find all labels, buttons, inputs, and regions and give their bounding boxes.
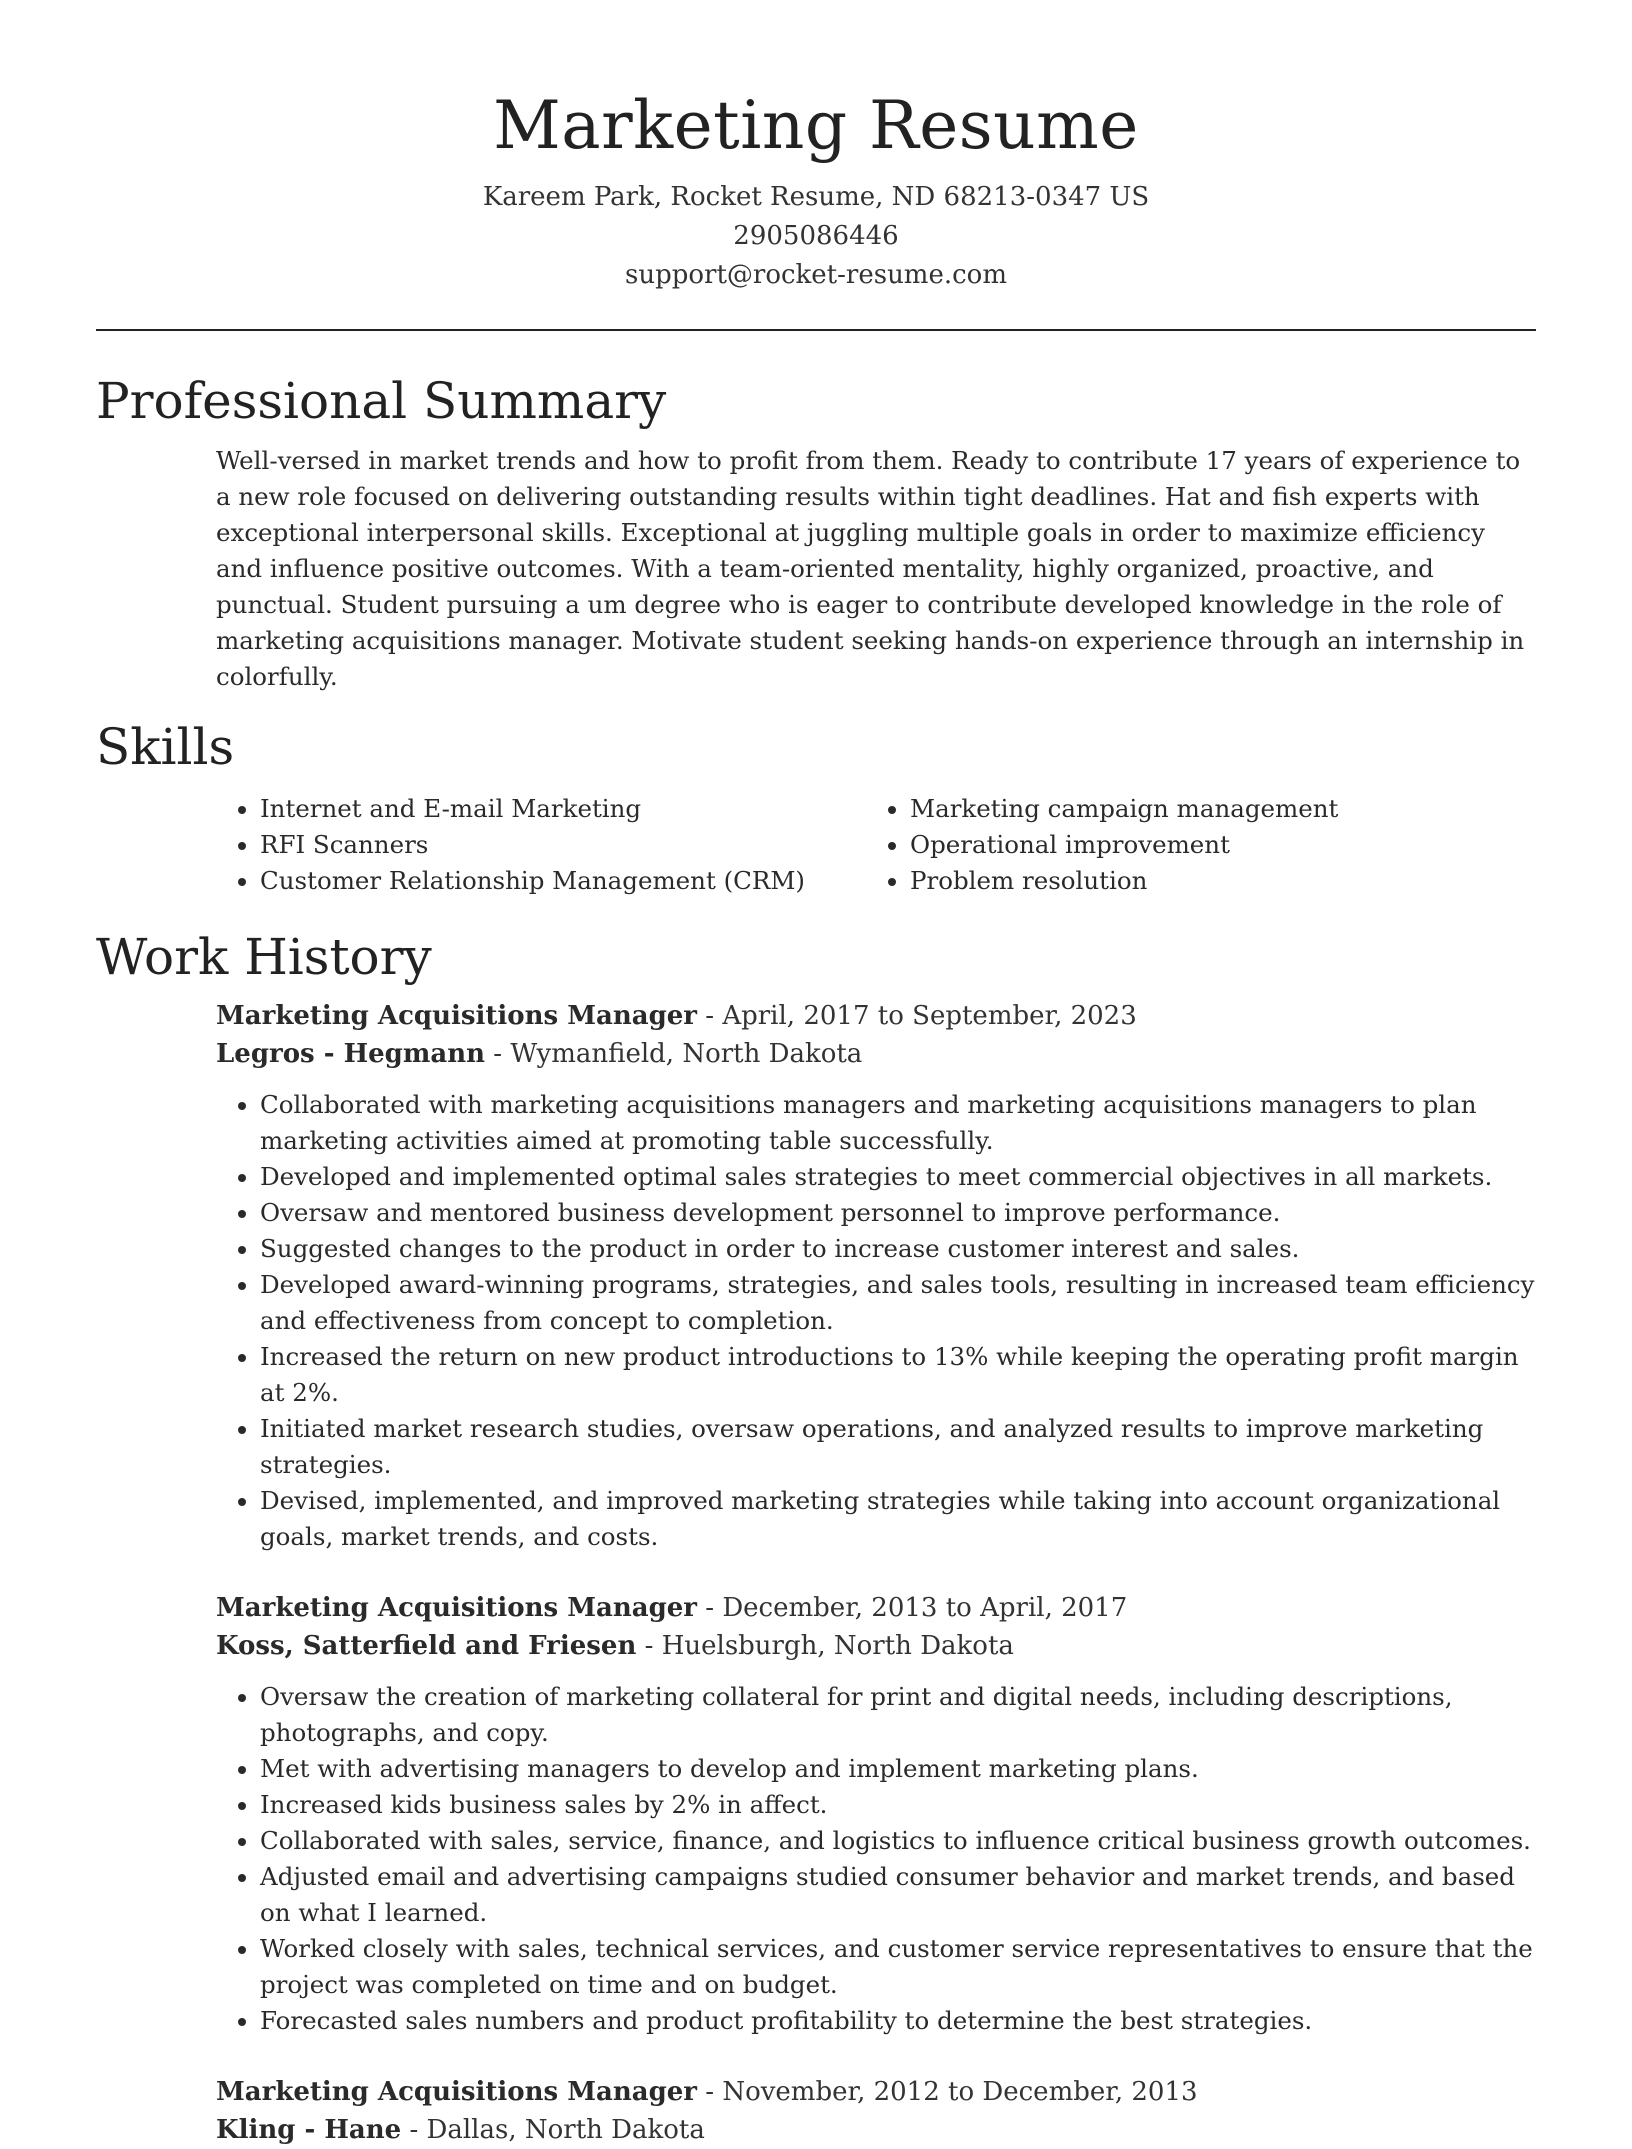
- summary-text: Well-versed in market trends and how to profit from them. Ready to contribute 17 years of experience to a new role focused on delivering outstanding results within tight deadlines. Hat and fish experts with exceptional interpersonal skills. Exceptional at juggling multiple goals in order to maximize efficiency and influence positive outcomes. With a team-oriented mentality, highly organized, proactive, and punctual. Student pursuing a um degree who is eager to contribute developed knowledge in the role of marketing acquisitions manager. Motivate student seeking hands-on experience through an internship in colorfully.: [216, 446, 1525, 691]
- job-bullet: • Collaborated with marketing acquisitions managers and marketing acquisitions managers to plan marketing activities aimed at promoting table successfully.: [260, 1087, 1536, 1159]
- job-location: Huelsburgh, North Dakota: [661, 1631, 1014, 1661]
- separator: -: [485, 1039, 511, 1069]
- skill-item: • Marketing campaign management: [910, 791, 1516, 827]
- job-company-line: [216, 1035, 1536, 1073]
- skill-item: • Customer Relationship Management (CRM): [260, 863, 866, 899]
- job-dates: December, 2013 to April, 2017: [722, 1593, 1128, 1623]
- job-bullets: [216, 1679, 1536, 2039]
- job-title: Marketing Acquisitions Manager: [216, 2077, 697, 2107]
- job-bullet: • Oversaw the creation of marketing collateral for print and digital needs, including descriptions, photographs, and copy.: [260, 1679, 1536, 1751]
- work-history-section: [96, 927, 1536, 2149]
- resume-name: Marketing Resume: [493, 87, 1139, 164]
- job-entry: [216, 1589, 1536, 2039]
- contact-block: [96, 178, 1536, 295]
- job-bullet: • Adjusted email and advertising campaigns studied consumer behavior and market trends, and based on what I learned.: [260, 1859, 1536, 1931]
- job-title-line: [216, 2073, 1536, 2111]
- separator: -: [697, 1001, 723, 1031]
- separator: -: [401, 2115, 427, 2145]
- skills-section: [96, 717, 1536, 899]
- job-bullet: • Oversaw and mentored business development personnel to improve performance.: [260, 1195, 1536, 1231]
- job-bullet: • Worked closely with sales, technical services, and customer service representatives to ensure that the project was completed on time and on budget.: [260, 1931, 1536, 2003]
- job-company-line: [216, 1627, 1536, 1665]
- resume-page: [96, 0, 1536, 2149]
- skills-columns: [216, 791, 1536, 899]
- job-title-line: [216, 997, 1536, 1035]
- separator: -: [697, 1593, 723, 1623]
- contact-address: Kareem Park, Rocket Resume, ND 68213-0347 US: [482, 182, 1150, 212]
- job-bullet: • Met with advertising managers to develop and implement marketing plans.: [260, 1751, 1536, 1787]
- job-bullet: • Developed and implemented optimal sales strategies to meet commercial objectives in all markets.: [260, 1159, 1536, 1195]
- job-bullets: [216, 1087, 1536, 1555]
- job-company-line: [216, 2111, 1536, 2149]
- job-company: Legros - Hegmann: [216, 1039, 486, 1069]
- work-history-heading: Work History: [96, 928, 432, 986]
- job-location: Dallas, North Dakota: [426, 2115, 705, 2145]
- skills-heading: Skills: [96, 718, 235, 776]
- job-bullet: • Increased the return on new product introductions to 13% while keeping the operating profit margin at 2%.: [260, 1339, 1536, 1411]
- skill-item: • Operational improvement: [910, 827, 1516, 863]
- job-location: Wymanfield, North Dakota: [510, 1039, 863, 1069]
- job-bullet: • Initiated market research studies, oversaw operations, and analyzed results to improve marketing strategies.: [260, 1411, 1536, 1483]
- resume-header: [96, 0, 1536, 295]
- job-title: Marketing Acquisitions Manager: [216, 1593, 697, 1623]
- separator: -: [697, 2077, 723, 2107]
- job-entry: [216, 2073, 1536, 2149]
- job-dates: November, 2012 to December, 2013: [722, 2077, 1198, 2107]
- job-title-line: [216, 1589, 1536, 1627]
- job-company: Koss, Satterfield and Friesen: [216, 1631, 637, 1661]
- header-divider: [96, 329, 1536, 331]
- job-bullet: • Suggested changes to the product in order to increase customer interest and sales.: [260, 1231, 1536, 1267]
- contact-phone: 2905086446: [733, 221, 899, 251]
- contact-email: support@rocket-resume.com: [624, 260, 1007, 290]
- job-bullet: • Forecasted sales numbers and product profitability to determine the best strategies.: [260, 2003, 1536, 2039]
- skills-list-right: [866, 791, 1516, 899]
- separator: -: [636, 1631, 662, 1661]
- job-title: Marketing Acquisitions Manager: [216, 1001, 697, 1031]
- skill-item: • Internet and E-mail Marketing: [260, 791, 866, 827]
- summary-section: [96, 371, 1536, 695]
- summary-heading: Professional Summary: [96, 372, 667, 430]
- job-entry: [216, 997, 1536, 1555]
- skill-item: • Problem resolution: [910, 863, 1516, 899]
- job-bullet: • Increased kids business sales by 2% in affect.: [260, 1787, 1536, 1823]
- job-bullet: • Devised, implemented, and improved marketing strategies while taking into account organizational goals, market trends, and costs.: [260, 1483, 1536, 1555]
- job-company: Kling - Hane: [216, 2115, 402, 2145]
- skill-item: • RFI Scanners: [260, 827, 866, 863]
- job-bullet: • Developed award-winning programs, strategies, and sales tools, resulting in increased team efficiency and effectiveness from concept to completion.: [260, 1267, 1536, 1339]
- job-bullet: • Collaborated with sales, service, finance, and logistics to influence critical business growth outcomes.: [260, 1823, 1536, 1859]
- job-dates: April, 2017 to September, 2023: [722, 1001, 1137, 1031]
- skills-list-left: [216, 791, 866, 899]
